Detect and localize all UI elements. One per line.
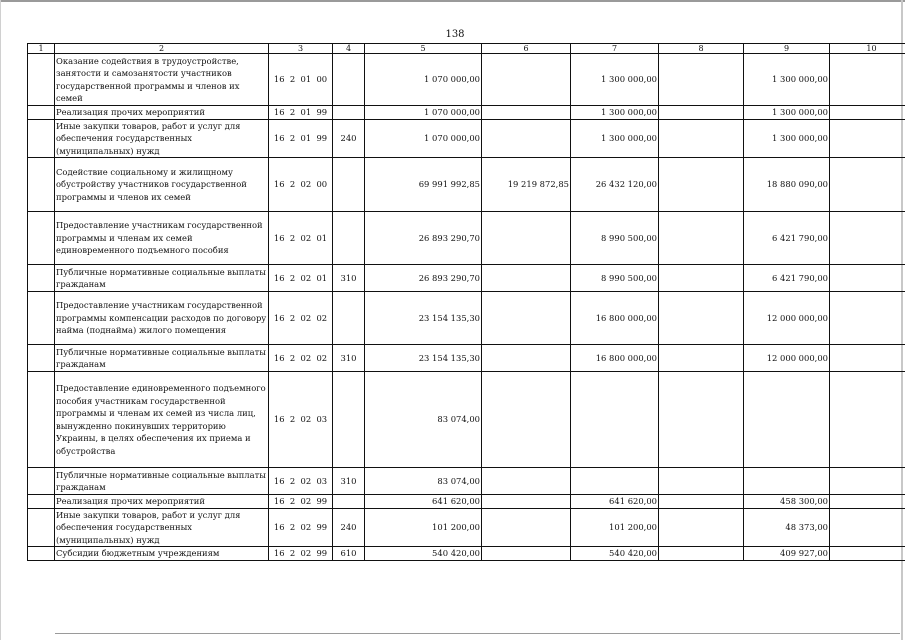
row-col10-cell [830,495,905,509]
row-col7-cell: 641 620,00 [571,495,659,509]
table-row [28,158,905,212]
column-number: 2 [55,44,269,54]
row-name-cell: Содействие социальному и жилищному обустройству участников государственной программы и членов их семей [55,158,269,212]
scan-frame-bottom [55,633,900,634]
row-col6-cell [482,508,571,547]
row-col7-cell: 8 990 500,00 [571,212,659,265]
row-col8-cell [659,508,744,547]
row-number-cell [28,54,55,106]
row-expense-type-cell [333,495,365,509]
row-code-cell: 16 2 02 99 [269,495,333,509]
row-col7-cell: 540 420,00 [571,547,659,561]
column-number: 9 [744,44,830,54]
row-col8-cell [659,106,744,120]
row-col8-cell [659,345,744,372]
row-col5-cell: 641 620,00 [365,495,482,509]
column-number: 4 [333,44,365,54]
row-name-cell: Субсидии бюджетным учреждениям [55,547,269,561]
row-col9-cell: 1 300 000,00 [744,119,830,158]
table-row [28,372,905,468]
row-number-cell [28,292,55,345]
row-expense-type-cell: 240 [333,119,365,158]
row-col10-cell [830,508,905,547]
row-name-cell: Публичные нормативные социальные выплаты гражданам [55,265,269,292]
row-number-cell [28,372,55,468]
row-name-cell: Иные закупки товаров, работ и услуг для обеспечения государственных (муниципальных) нужд [55,508,269,547]
row-code-cell: 16 2 02 03 [269,372,333,468]
row-col5-cell: 69 991 992,85 [365,158,482,212]
row-col5-cell: 1 070 000,00 [365,119,482,158]
column-number: 7 [571,44,659,54]
scan-frame-left [0,0,1,640]
row-col10-cell [830,158,905,212]
row-col8-cell [659,372,744,468]
table-row [28,508,905,547]
row-code-cell: 16 2 01 99 [269,106,333,120]
row-name-cell: Предоставление единовременного подъемного пособия участникам государственной программы и членам их семей из числа лиц, вынужденно покинувших территорию Украины, в целях обеспечения их приема и обустройства [55,372,269,468]
row-expense-type-cell: 310 [333,265,365,292]
row-col7-cell: 8 990 500,00 [571,265,659,292]
table-row [28,547,905,561]
row-col5-cell: 83 074,00 [365,372,482,468]
row-col8-cell [659,547,744,561]
row-col9-cell: 12 000 000,00 [744,345,830,372]
row-name-cell: Предоставление участникам государственной программы компенсации расходов по договору найма (поднайма) жилого помещения [55,292,269,345]
row-number-cell [28,119,55,158]
column-number: 3 [269,44,333,54]
row-name-cell: Предоставление участникам государственной программы и членам их семей единовременного подъемного пособия [55,212,269,265]
row-col6-cell [482,547,571,561]
row-col7-cell: 1 300 000,00 [571,106,659,120]
row-expense-type-cell [333,158,365,212]
row-col9-cell: 458 300,00 [744,495,830,509]
table-row [28,265,905,292]
row-col8-cell [659,468,744,495]
table-row [28,495,905,509]
row-col7-cell [571,372,659,468]
table-row [28,106,905,120]
row-expense-type-cell: 310 [333,468,365,495]
row-col10-cell [830,372,905,468]
row-col5-cell: 26 893 290,70 [365,212,482,265]
table-row [28,345,905,372]
row-name-cell: Реализация прочих мероприятий [55,106,269,120]
row-col10-cell [830,265,905,292]
row-col5-cell: 1 070 000,00 [365,106,482,120]
row-col9-cell [744,468,830,495]
table-row [28,468,905,495]
row-col8-cell [659,54,744,106]
row-col7-cell: 1 300 000,00 [571,119,659,158]
column-number: 1 [28,44,55,54]
row-col6-cell [482,212,571,265]
row-code-cell: 16 2 02 99 [269,508,333,547]
row-col6-cell [482,106,571,120]
row-col8-cell [659,495,744,509]
row-col10-cell [830,119,905,158]
row-col6-cell [482,372,571,468]
row-name-cell: Публичные нормативные социальные выплаты гражданам [55,345,269,372]
row-expense-type-cell [333,54,365,106]
column-number: 8 [659,44,744,54]
row-col9-cell: 6 421 790,00 [744,265,830,292]
row-col8-cell [659,119,744,158]
row-col7-cell: 16 800 000,00 [571,345,659,372]
row-code-cell: 16 2 02 02 [269,345,333,372]
row-col6-cell [482,265,571,292]
row-col5-cell: 23 154 135,30 [365,292,482,345]
row-col9-cell: 1 300 000,00 [744,54,830,106]
row-code-cell: 16 2 02 01 [269,212,333,265]
row-col8-cell [659,212,744,265]
budget-table [27,43,905,561]
row-col9-cell [744,372,830,468]
row-col6-cell [482,345,571,372]
row-col7-cell: 26 432 120,00 [571,158,659,212]
page-number: 138 [445,29,465,40]
row-col10-cell [830,547,905,561]
row-number-cell [28,212,55,265]
row-code-cell: 16 2 02 01 [269,265,333,292]
row-col6-cell: 19 219 872,85 [482,158,571,212]
row-col10-cell [830,292,905,345]
row-expense-type-cell [333,212,365,265]
scan-frame-top [0,0,905,2]
row-col5-cell: 1 070 000,00 [365,54,482,106]
row-number-cell [28,158,55,212]
row-code-cell: 16 2 02 00 [269,158,333,212]
column-number: 10 [830,44,905,54]
row-number-cell [28,265,55,292]
table-row [28,54,905,106]
row-col10-cell [830,345,905,372]
row-name-cell: Иные закупки товаров, работ и услуг для обеспечения государственных (муниципальных) нужд [55,119,269,158]
row-col6-cell [482,119,571,158]
row-col7-cell: 16 800 000,00 [571,292,659,345]
row-code-cell: 16 2 02 99 [269,547,333,561]
row-number-cell [28,106,55,120]
row-col10-cell [830,106,905,120]
row-name-cell: Оказание содействия в трудоустройстве, занятости и самозанятости участников государственной программы и членов их семей [55,54,269,106]
table-row [28,212,905,265]
row-name-cell: Реализация прочих мероприятий [55,495,269,509]
row-col6-cell [482,54,571,106]
row-expense-type-cell [333,372,365,468]
row-code-cell: 16 2 02 02 [269,292,333,345]
row-col7-cell [571,468,659,495]
row-col10-cell [830,54,905,106]
row-name-cell: Публичные нормативные социальные выплаты гражданам [55,468,269,495]
row-col7-cell: 101 200,00 [571,508,659,547]
row-col6-cell [482,292,571,345]
row-code-cell: 16 2 02 03 [269,468,333,495]
row-expense-type-cell: 610 [333,547,365,561]
row-col6-cell [482,495,571,509]
row-col10-cell [830,468,905,495]
row-number-cell [28,468,55,495]
row-col9-cell: 409 927,00 [744,547,830,561]
row-code-cell: 16 2 01 99 [269,119,333,158]
row-col7-cell: 1 300 000,00 [571,54,659,106]
row-col5-cell: 540 420,00 [365,547,482,561]
column-number: 6 [482,44,571,54]
row-expense-type-cell [333,106,365,120]
row-col8-cell [659,292,744,345]
row-number-cell [28,345,55,372]
table-row [28,119,905,158]
table-row [28,292,905,345]
row-expense-type-cell [333,292,365,345]
row-number-cell [28,508,55,547]
row-number-cell [28,547,55,561]
row-expense-type-cell: 240 [333,508,365,547]
row-col8-cell [659,158,744,212]
row-number-cell [28,495,55,509]
row-col5-cell: 23 154 135,30 [365,345,482,372]
row-code-cell: 16 2 01 00 [269,54,333,106]
row-col6-cell [482,468,571,495]
row-col9-cell: 48 373,00 [744,508,830,547]
row-col9-cell: 6 421 790,00 [744,212,830,265]
row-col8-cell [659,265,744,292]
row-col10-cell [830,212,905,265]
row-col5-cell: 26 893 290,70 [365,265,482,292]
row-col9-cell: 1 300 000,00 [744,106,830,120]
row-col5-cell: 83 074,00 [365,468,482,495]
column-number: 5 [365,44,482,54]
row-col9-cell: 12 000 000,00 [744,292,830,345]
column-number-row [28,44,905,54]
row-col5-cell: 101 200,00 [365,508,482,547]
row-expense-type-cell: 310 [333,345,365,372]
row-col9-cell: 18 880 090,00 [744,158,830,212]
